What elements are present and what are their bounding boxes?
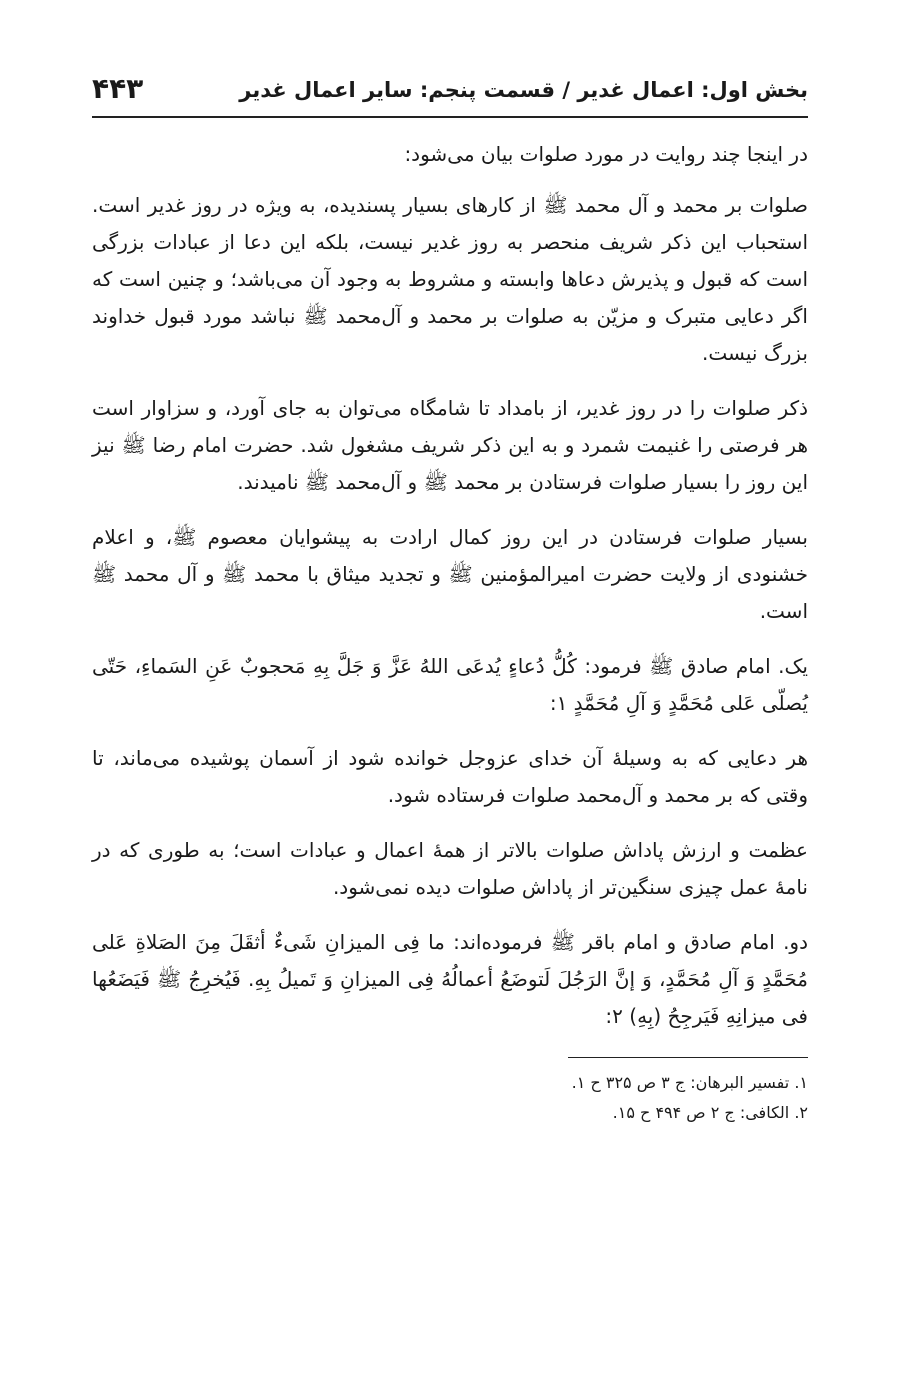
paragraph: ذکر صلوات را در روز غدیر، از بامداد تا شامگاه می‌توان به جای آورد، و سزاوار است هر فرصتی را غنیمت شمرد و به این ذکر شریف مشغول شد. حضرت امام رضا ﷺ نیز این روز را بسیار صلوات فرستادن بر محمد ﷺ و آل‌محمد ﷺ نامیدند.	[92, 396, 808, 494]
footnotes	[92, 1057, 808, 1128]
book-page	[92, 60, 808, 1128]
page-header	[92, 60, 808, 118]
paragraph-intro: در اینجا چند روایت در مورد صلوات بیان می‌شود:	[404, 142, 808, 166]
footnote-divider	[568, 1057, 808, 1058]
page-number: ۴۴۳	[92, 72, 144, 105]
footnote: ۲. الکافی: ج ۲ ص ۴۹۴ ح ۱۵.	[612, 1103, 808, 1122]
paragraph: بسیار صلوات فرستادن در این روز کمال ارادت به پیشوایان معصوم ﷺ، و اعلام خشنودی از ولایت حضرت امیرالمؤمنین ﷺ و تجدید میثاق با محمد ﷺ و آل محمد ﷺ است.	[92, 525, 808, 623]
hadith-paragraph: یک. امام صادق ﷺ فرمود: كُلُّ دُعاءٍ يُدعَى اللهُ عَزَّ وَ جَلَّ بِهِ مَحجوبٌ عَنِ السَماءِ، حَتّى يُصلّى عَلى مُحَمَّدٍ وَ آلِ مُحَمَّدٍ ۱:	[92, 654, 808, 715]
paragraph: عظمت و ارزش پاداش صلوات بالاتر از همهٔ اعمال و عبادات است؛ به طوری که در نامهٔ عمل چیزی سنگین‌تر از پاداش صلوات دیده نمی‌شود.	[92, 838, 808, 899]
hadith-paragraph: دو. امام صادق و امام باقر ﷺ فرموده‌اند: ما فِی المیزانِ شَیءٌ أثقَلَ مِنَ الصَلاةِ عَلی مُحَمَّدٍ وَ آلِ مُحَمَّدٍ، وَ إنَّ الرَجُلَ لَتوضَعُ أعمالُهُ فِی المیزانِ وَ تَمیلُ بِهِ. فَیُخرِجُ ﷺ فَیَضَعُها فی میزانِهِ فَیَرجِحُ (بِهِ) ۲:	[92, 930, 808, 1028]
running-title: بخش اول: اعمال غدیر / قسمت پنجم: سایر اعمال غدیر	[239, 78, 808, 102]
page-body	[92, 136, 808, 1035]
footnote: ۱. تفسیر البرهان: ج ۳ ص ۳۲۵ ح ۱.	[571, 1073, 808, 1092]
paragraph: صلوات بر محمد و آل محمد ﷺ از کارهای بسیار پسندیده، به ویژه در روز غدیر است. استحباب این ذکر شریف منحصر به روز غدیر نیست، بلکه این دعا از عبادات بزرگی است که قبول و پذیرش دعاها وابسته و مشروط به وجود آن می‌باشد؛ و چنین است که اگر دعایی متبرک و مزیّن به صلوات بر محمد و آل‌محمد ﷺ نباشد مورد قبول خداوند بزرگ نیست.	[92, 193, 808, 365]
paragraph: هر دعایی که به وسیلهٔ آن خدای عزوجل خوانده شود از آسمان پوشیده می‌ماند، تا وقتی که بر محمد و آل‌محمد صلوات فرستاده شود.	[92, 746, 808, 807]
